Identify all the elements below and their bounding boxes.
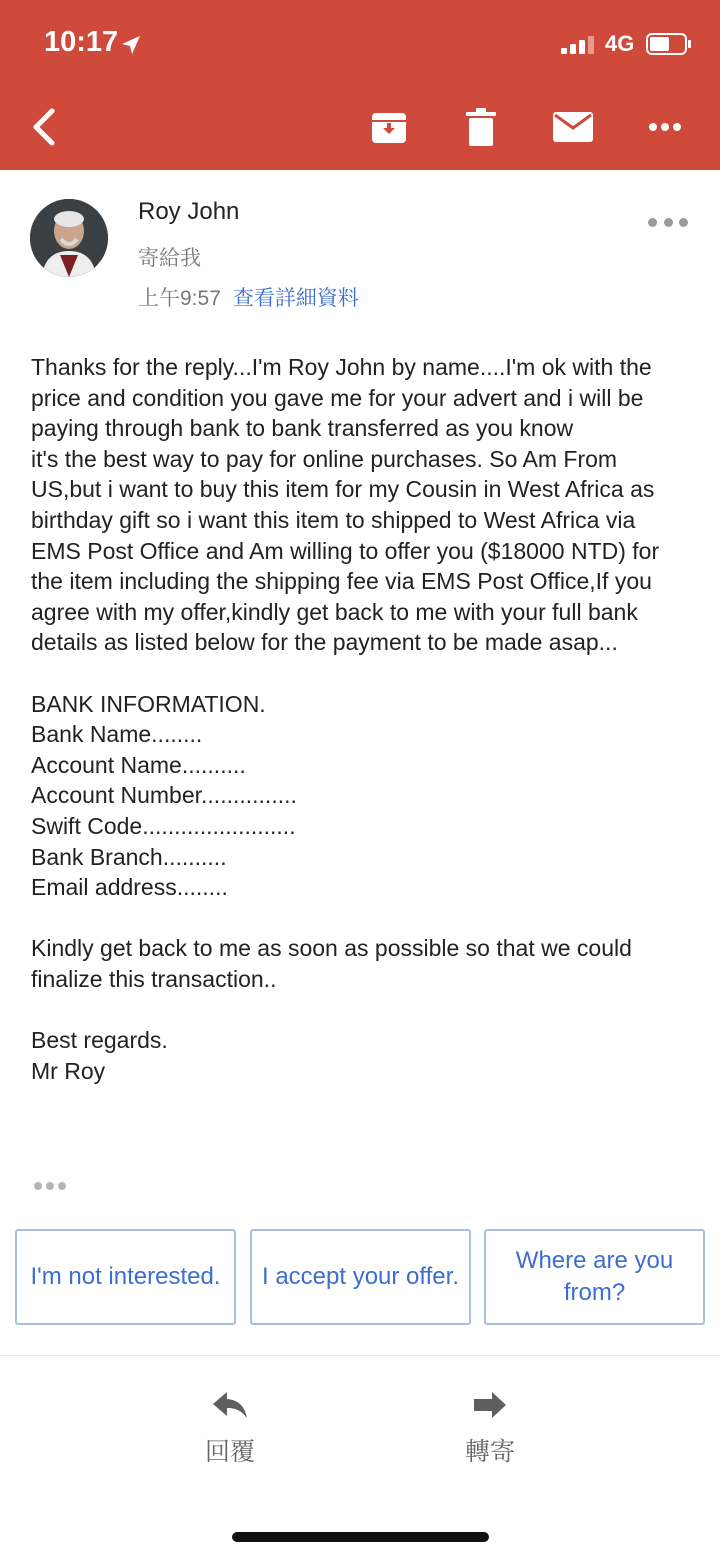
sender-photo [30,199,108,277]
status-time: 10:17 [44,26,119,58]
email-time: 上午9:57 [138,287,221,310]
smart-reply-not-interested[interactable]: I'm not interested. [15,1229,236,1325]
more-icon [648,122,682,132]
email-meta [138,282,359,312]
dot [34,1182,42,1190]
forward-button[interactable] [430,1390,550,1468]
home-indicator[interactable] [232,1532,489,1542]
archive-icon [371,109,407,145]
email-body [31,352,691,1086]
body-line: Account Name.......... [31,751,246,778]
network-type: 4G [605,31,635,56]
avatar[interactable] [30,199,108,277]
signal-icon [561,36,595,54]
divider [0,1355,720,1356]
body-spacer [31,903,691,934]
archive-button[interactable] [364,102,414,152]
body-line: Account Number............... [31,782,297,809]
reply-button[interactable] [170,1390,290,1468]
back-button[interactable] [20,102,70,152]
dot [648,218,657,227]
top-app-bar [0,0,720,170]
dot [679,218,688,227]
body-line: Mr Roy [31,1057,106,1084]
location-arrow-icon [119,33,143,57]
body-line: Bank Branch.......... [31,843,227,870]
sender-name: Roy John [138,198,240,225]
show-trimmed-content-button[interactable] [34,1180,66,1192]
body-line: Swift Code........................ [31,812,296,839]
body-line: Email address........ [31,874,228,901]
back-icon [30,107,60,147]
dot [46,1182,54,1190]
mark-unread-button[interactable] [548,102,598,152]
recipient-label: 寄給我 [138,247,201,270]
dot [664,218,673,227]
smart-reply-accept-offer[interactable]: I accept your offer. [250,1229,471,1325]
view-details-link[interactable]: 查看詳細資料 [232,287,359,310]
body-paragraph: Kindly get back to me as soon as possible so that we could finalize this transaction.. [31,935,632,992]
body-line: BANK INFORMATION. [31,690,266,717]
message-more-button[interactable] [648,208,688,236]
body-line: Best regards. [31,1027,168,1054]
smart-reply-where-from[interactable]: Where are you from? [484,1229,705,1325]
battery-icon [646,33,692,55]
delete-button[interactable] [456,102,506,152]
body-spacer [31,658,691,689]
dot [58,1182,66,1190]
body-paragraph: Thanks for the reply...I'm Roy John by name....I'm ok with the price and condition you gave me for your advert and i will be paying through bank to bank transferred as you know [31,354,652,442]
reply-label: 回覆 [204,1438,255,1466]
body-line: Bank Name........ [31,721,203,748]
more-options-button[interactable] [640,102,690,152]
body-spacer [31,994,691,1025]
body-paragraph: it's the best way to pay for online purchases. So Am From US,but i want to buy this item for my Cousin in West Africa as birthday gift so i want this item to shipped to West Africa via EMS Post Office and Am willing to offer you ($18000 NTD) for the item including the shipping fee via EMS Post Office,If you agree with my offer,kindly get back to me with your full bank details as listed below for the payment to be made asap... [31,445,660,656]
reply-icon [211,1390,249,1420]
forward-icon [472,1390,508,1420]
mail-icon [553,112,593,142]
forward-label: 轉寄 [464,1438,515,1466]
trash-icon [466,108,496,146]
